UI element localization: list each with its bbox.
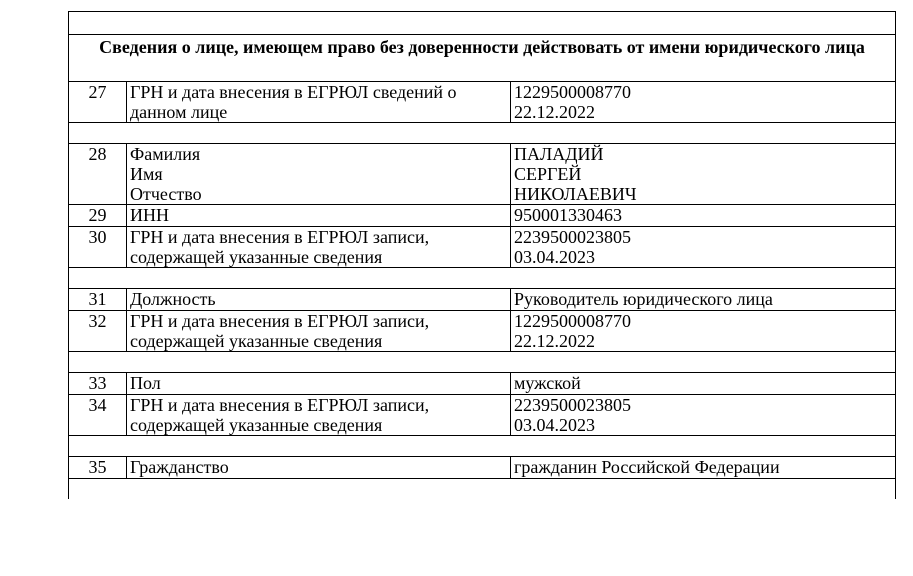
table-top-spacer xyxy=(69,12,896,35)
table-row-28 xyxy=(69,144,896,205)
field-label: ИНН xyxy=(127,205,511,227)
row-number: 31 xyxy=(69,289,127,311)
grn-value: 2239500023805 xyxy=(514,395,631,415)
spacer-row xyxy=(69,268,896,289)
field-label: Пол xyxy=(127,373,511,395)
field-label: Должность xyxy=(127,289,511,311)
grn-value: 1229500008770 xyxy=(514,311,631,331)
date-value: 03.04.2023 xyxy=(514,415,595,435)
row-number: 28 xyxy=(69,144,127,205)
field-label-line: ГРН и дата внесения в ЕГРЮЛ записи, xyxy=(130,227,430,247)
spacer-row xyxy=(69,436,896,457)
date-value: 03.04.2023 xyxy=(514,247,595,267)
field-label xyxy=(127,395,511,436)
row-number: 32 xyxy=(69,311,127,352)
row-number: 34 xyxy=(69,395,127,436)
field-label xyxy=(127,311,511,352)
first-name-value: СЕРГЕЙ xyxy=(514,164,582,184)
surname-value: ПАЛАДИЙ xyxy=(514,144,604,164)
field-value xyxy=(511,311,896,352)
section-title: Сведения о лице, имеющем право без доверенности действовать от имени юридического лица xyxy=(69,35,896,82)
row-number: 35 xyxy=(69,457,127,479)
grn-value: 1229500008770 xyxy=(514,82,631,102)
field-value xyxy=(511,395,896,436)
field-label-line: содержащей указанные сведения xyxy=(130,247,383,267)
field-value: Руководитель юридического лица xyxy=(511,289,896,311)
table-row-33 xyxy=(69,373,896,395)
date-value: 22.12.2022 xyxy=(514,331,595,351)
table-row-27 xyxy=(69,82,896,123)
grn-value: 2239500023805 xyxy=(514,227,631,247)
first-name-label: Имя xyxy=(130,164,163,184)
spacer-row xyxy=(69,123,896,144)
table-row-32 xyxy=(69,311,896,352)
field-label-line: содержащей указанные сведения xyxy=(130,331,383,351)
field-label-line: содержащей указанные сведения xyxy=(130,415,383,435)
table-row-34 xyxy=(69,395,896,436)
surname-label: Фамилия xyxy=(130,144,201,164)
field-value xyxy=(511,82,896,123)
row-number: 30 xyxy=(69,227,127,268)
field-label xyxy=(127,227,511,268)
patronymic-value: НИКОЛАЕВИЧ xyxy=(514,184,637,204)
row-number: 33 xyxy=(69,373,127,395)
table-row-31 xyxy=(69,289,896,311)
date-value: 22.12.2022 xyxy=(514,102,595,122)
field-value: гражданин Российской Федерации xyxy=(511,457,896,479)
field-value xyxy=(511,144,896,205)
field-label: Гражданство xyxy=(127,457,511,479)
field-value xyxy=(511,227,896,268)
section-header-row xyxy=(69,35,896,82)
field-label-line: ГРН и дата внесения в ЕГРЮЛ записи, xyxy=(130,311,430,331)
patronymic-label: Отчество xyxy=(130,184,202,204)
spacer-row xyxy=(69,352,896,373)
field-value: мужской xyxy=(511,373,896,395)
row-number: 29 xyxy=(69,205,127,227)
table-row-35 xyxy=(69,457,896,479)
field-label xyxy=(127,144,511,205)
table-row-30 xyxy=(69,227,896,268)
field-value: 950001330463 xyxy=(511,205,896,227)
egrul-record-table xyxy=(68,11,896,499)
table-row-29 xyxy=(69,205,896,227)
row-number: 27 xyxy=(69,82,127,123)
field-label: ГРН и дата внесения в ЕГРЮЛ сведений о данном лице xyxy=(127,82,511,123)
table-continuation xyxy=(69,479,896,500)
field-label-line: ГРН и дата внесения в ЕГРЮЛ записи, xyxy=(130,395,430,415)
